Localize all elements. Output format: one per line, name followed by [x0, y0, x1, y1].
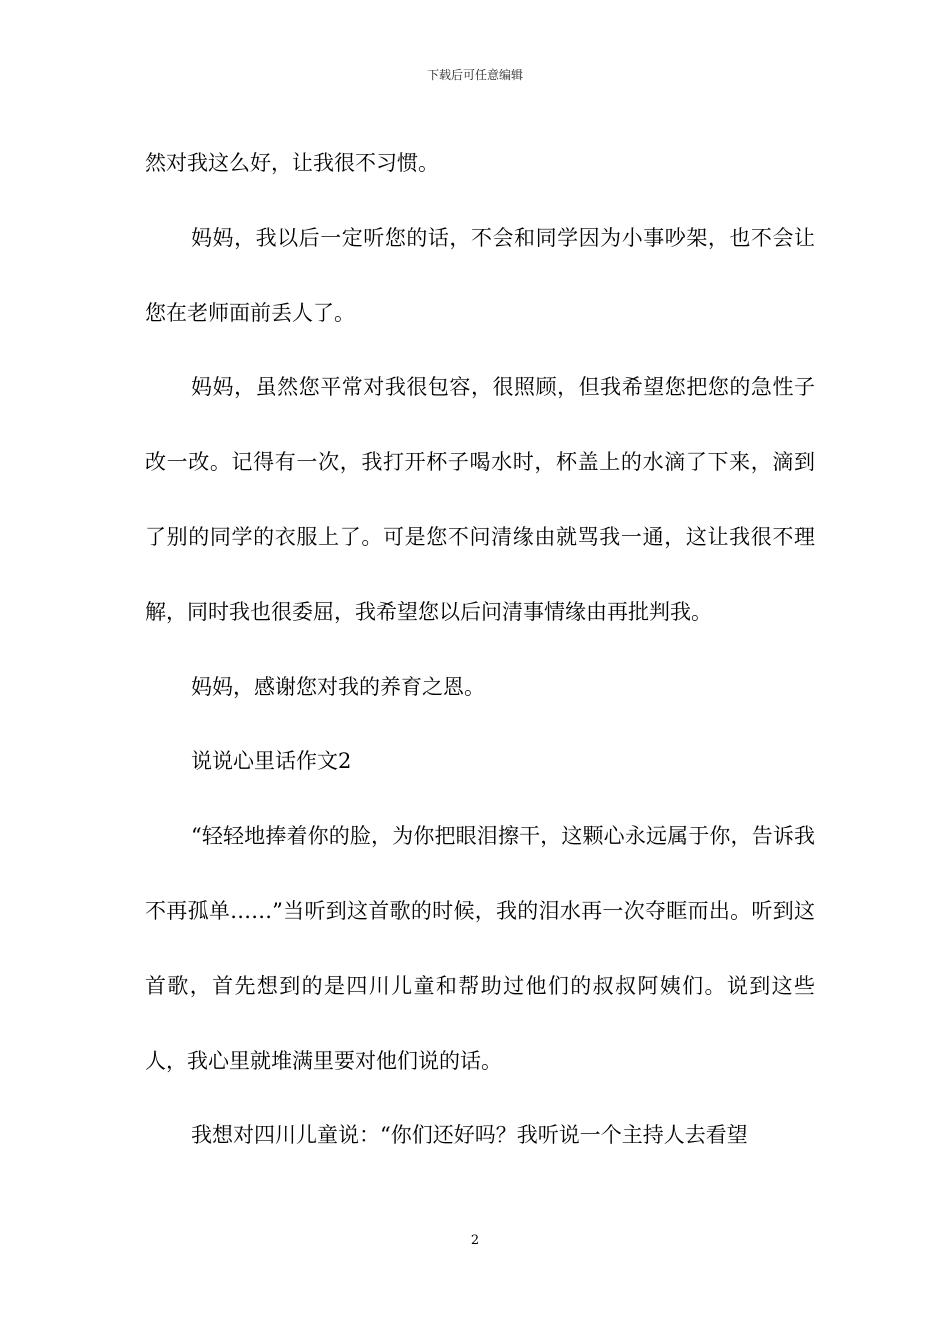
- paragraph: 然对我这么好，让我很不习惯。: [145, 151, 439, 175]
- paragraph: 妈妈，我以后一定听您的话，不会和同学因为小事吵架，也不会让您在老师面前丢人了。: [145, 225, 815, 325]
- page-header: 下载后可任意编辑: [426, 68, 523, 82]
- document-body: [145, 126, 815, 1173]
- paragraph: 我想对四川儿童说：“你们还好吗？我听说一个主持人去看望: [191, 1123, 748, 1148]
- page-number: 2: [470, 1233, 480, 1248]
- paragraph: “轻轻地捧着你的脸，为你把眼泪擦干，这颗心永远属于你，告诉我不再孤单……”当听到这首歌的时候，我的泪水再一次夺眶而出。听到这首歌，首先想到的是四川儿童和帮助过他们的叔叔阿姨们。说到这些人，我心里就堆满里要对他们说的话。: [145, 824, 815, 1073]
- paragraph: 妈妈，感谢您对我的养育之恩。: [191, 674, 485, 699]
- section-heading: 说说心里话作文2: [191, 749, 352, 774]
- paragraph: 妈妈，虽然您平常对我很包容，很照顾，但我希望您把您的急性子改一改。记得有一次，我打开杯子喝水时，杯盖上的水滴了下来，滴到了别的同学的衣服上了。可是您不问清缘由就骂我一通，这让我很不理解，同时我也很委屈，我希望您以后问清事情缘由再批判我。: [145, 375, 815, 624]
